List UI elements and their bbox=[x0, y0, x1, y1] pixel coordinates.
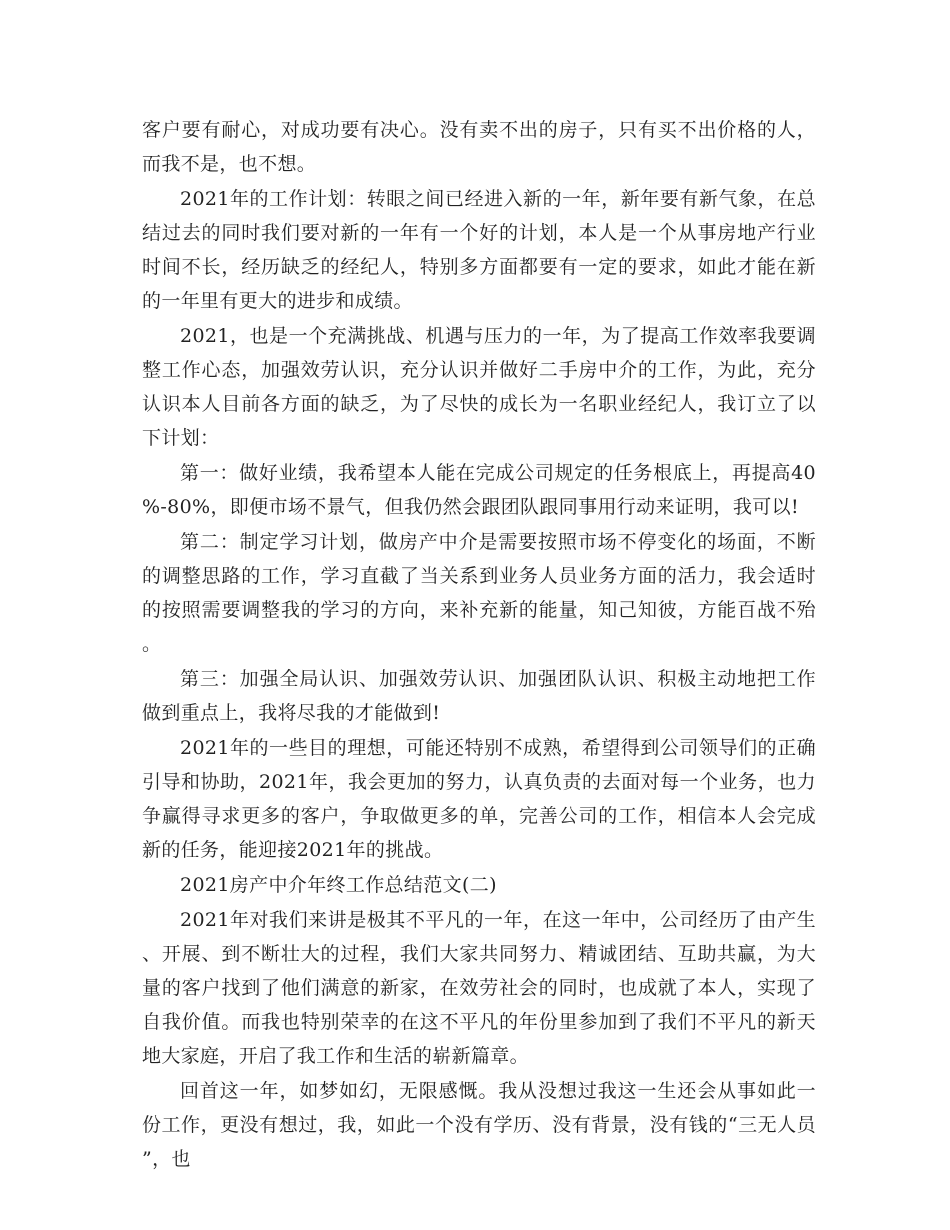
paragraph-3: 2021，也是一个充满挑战、机遇与压力的一年，为了提高工作效率我要调整工作心态，加强效劳认识，充分认识并做好二手房中介的工作，为此，充分认识本人目前各方面的缺乏，为了尽快的成长为一名职业经纪人，我订立了以下计划： bbox=[142, 325, 816, 449]
paragraph-7: 2021年的一些目的理想，可能还特别不成熟，希望得到公司领导们的正确引导和协助，2021年，我会更加的努力，认真负责的去面对每一个业务，也力争赢得寻求更多的客户，争取做更多的单，完善公司的工作，相信本人会完成新的任务，能迎接2021年的挑战。 bbox=[142, 737, 816, 861]
document-body bbox=[142, 113, 816, 1177]
paragraph-6: 第三：加强全局认识、加强效劳认识、加强团队认识、积极主动地把工作做到重点上，我将尽我的才能做到! bbox=[142, 668, 816, 724]
paragraph-5: 第二：制定学习计划，做房产中介是需要按照市场不停变化的场面，不断的调整思路的工作，学习直截了当关系到业务人员业务方面的活力，我会适时的按照需要调整我的学习的方向，来补充新的能量，知己知彼，方能百战不殆。 bbox=[142, 531, 816, 655]
paragraph-8: 2021年对我们来讲是极其不平凡的一年，在这一年中，公司经历了由产生、开展、到不断壮大的过程，我们大家共同努力、精诚团结、互助共赢，为大量的客户找到了他们满意的新家，在效劳社会的同时，也成就了本人，实现了自我价值。而我也特别荣幸的在这不平凡的年份里参加到了我们不平凡的新天地大家庭，开启了我工作和生活的崭新篇章。 bbox=[142, 909, 816, 1067]
section-heading: 2021房产中介年终工作总结范文(二) bbox=[180, 874, 497, 896]
paragraph-2: 2021年的工作计划：转眼之间已经进入新的一年，新年要有新气象，在总结过去的同时我们要对新的一年有一个好的计划，本人是一个从事房地产行业时间不长，经历缺乏的经纪人，特别多方面都要有一定的要求，如此才能在新的一年里有更大的进步和成绩。 bbox=[142, 188, 816, 312]
paragraph-9: 回首这一年，如梦如幻，无限感慨。我从没想过我这一生还会从事如此一份工作，更没有想过，我，如此一个没有学历、没有背景，没有钱的“三无人员”，也 bbox=[142, 1080, 816, 1170]
paragraph-4: 第一：做好业绩，我希望本人能在完成公司规定的任务根底上，再提高40%-80%，即便市场不景气，但我仍然会跟团队跟同事用行动来证明，我可以! bbox=[142, 462, 816, 518]
paragraph-1: 客户要有耐心，对成功要有决心。没有卖不出的房子，只有买不出价格的人，而我不是，也不想。 bbox=[142, 119, 816, 175]
